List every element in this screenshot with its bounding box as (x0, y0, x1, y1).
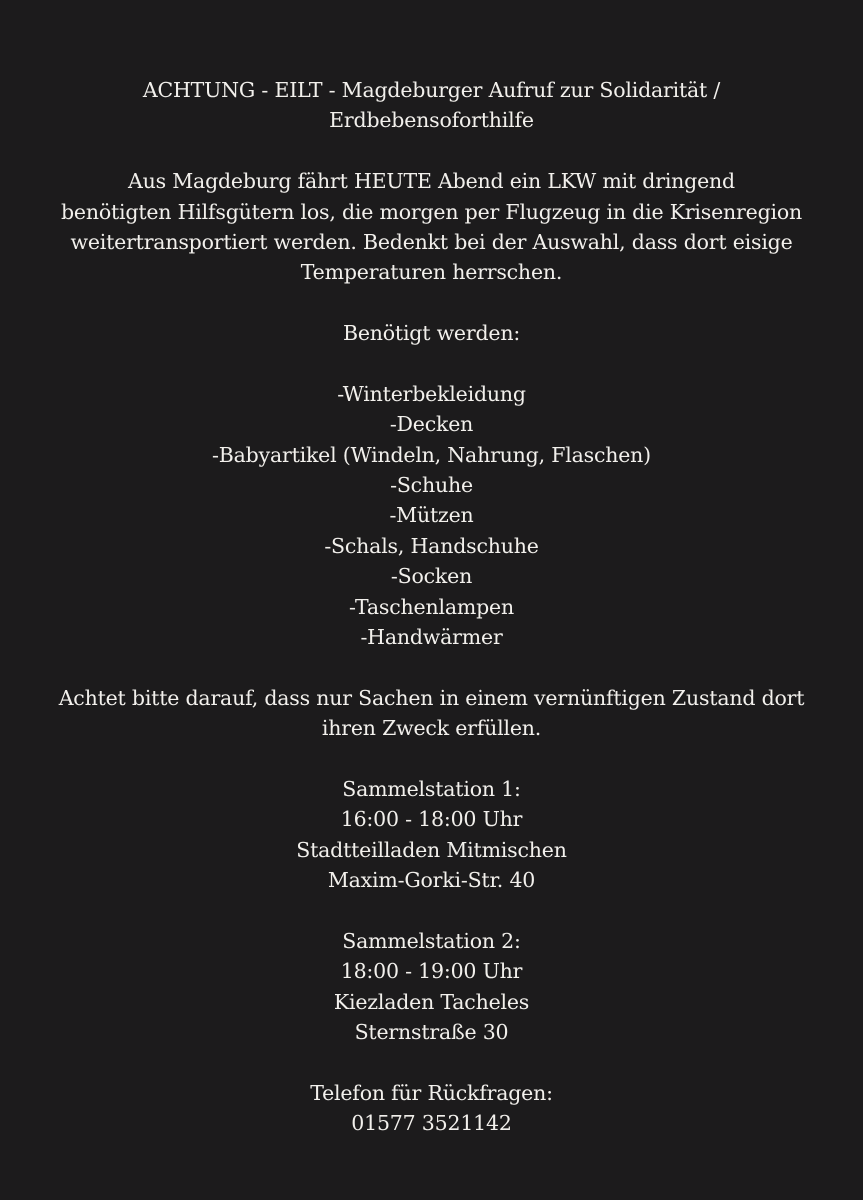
note-line: ihren Zweck erfüllen. (321, 716, 542, 741)
station-2-address: Sternstraße 30 (354, 1020, 509, 1045)
needed-item: -Handwärmer (360, 625, 503, 650)
spacer (0, 652, 863, 682)
station-1-time: 16:00 - 18:00 Uhr (340, 807, 523, 832)
spacer (0, 744, 863, 774)
station-2-time: 18:00 - 19:00 Uhr (340, 959, 523, 984)
intro-line: Temperaturen herrschen. (300, 260, 563, 285)
intro-line: Aus Magdeburg fährt HEUTE Abend ein LKW mit dringend (128, 169, 735, 194)
needed-item: -Winterbekleidung (337, 381, 526, 406)
contact-phone: 01577 3521142 (351, 1111, 512, 1136)
needed-heading: Benötigt werden: (342, 321, 521, 346)
needed-item: -Schuhe (390, 473, 473, 498)
needed-item: -Socken (390, 564, 473, 589)
intro-line: benötigten Hilfsgütern los, die morgen per Flugzeug in die Krisenregion (61, 199, 802, 224)
note-line: Achtet bitte darauf, dass nur Sachen in einem vernünftigen Zustand dort (58, 685, 805, 710)
title-line-2: Erdbebensoforthilfe (329, 108, 534, 133)
needed-item: -Mützen (389, 503, 474, 528)
station-1-address: Maxim-Gorki-Str. 40 (327, 868, 536, 893)
contact-label: Telefon für Rückfragen: (310, 1080, 553, 1105)
station-1-place: Stadtteilladen Mitmischen (296, 837, 567, 862)
station-1-label: Sammelstation 1: (342, 776, 521, 801)
spacer (0, 896, 863, 926)
spacer (0, 288, 863, 318)
intro-line: weitertransportiert werden. Bedenkt bei der Auswahl, dass dort eisige (70, 229, 793, 254)
needed-item: -Decken (389, 412, 474, 437)
station-2-label: Sammelstation 2: (342, 928, 521, 953)
needed-item: -Schals, Handschuhe (324, 533, 539, 558)
spacer (0, 136, 863, 166)
spacer (0, 349, 863, 379)
spacer (0, 1048, 863, 1078)
title-line-1: ACHTUNG - EILT - Magdeburger Aufruf zur Solidarität / (142, 78, 721, 102)
needed-item: -Babyartikel (Windeln, Nahrung, Flaschen) (212, 442, 651, 467)
station-2-place: Kiezladen Tacheles (333, 989, 530, 1014)
needed-item: -Taschenlampen (349, 594, 514, 619)
